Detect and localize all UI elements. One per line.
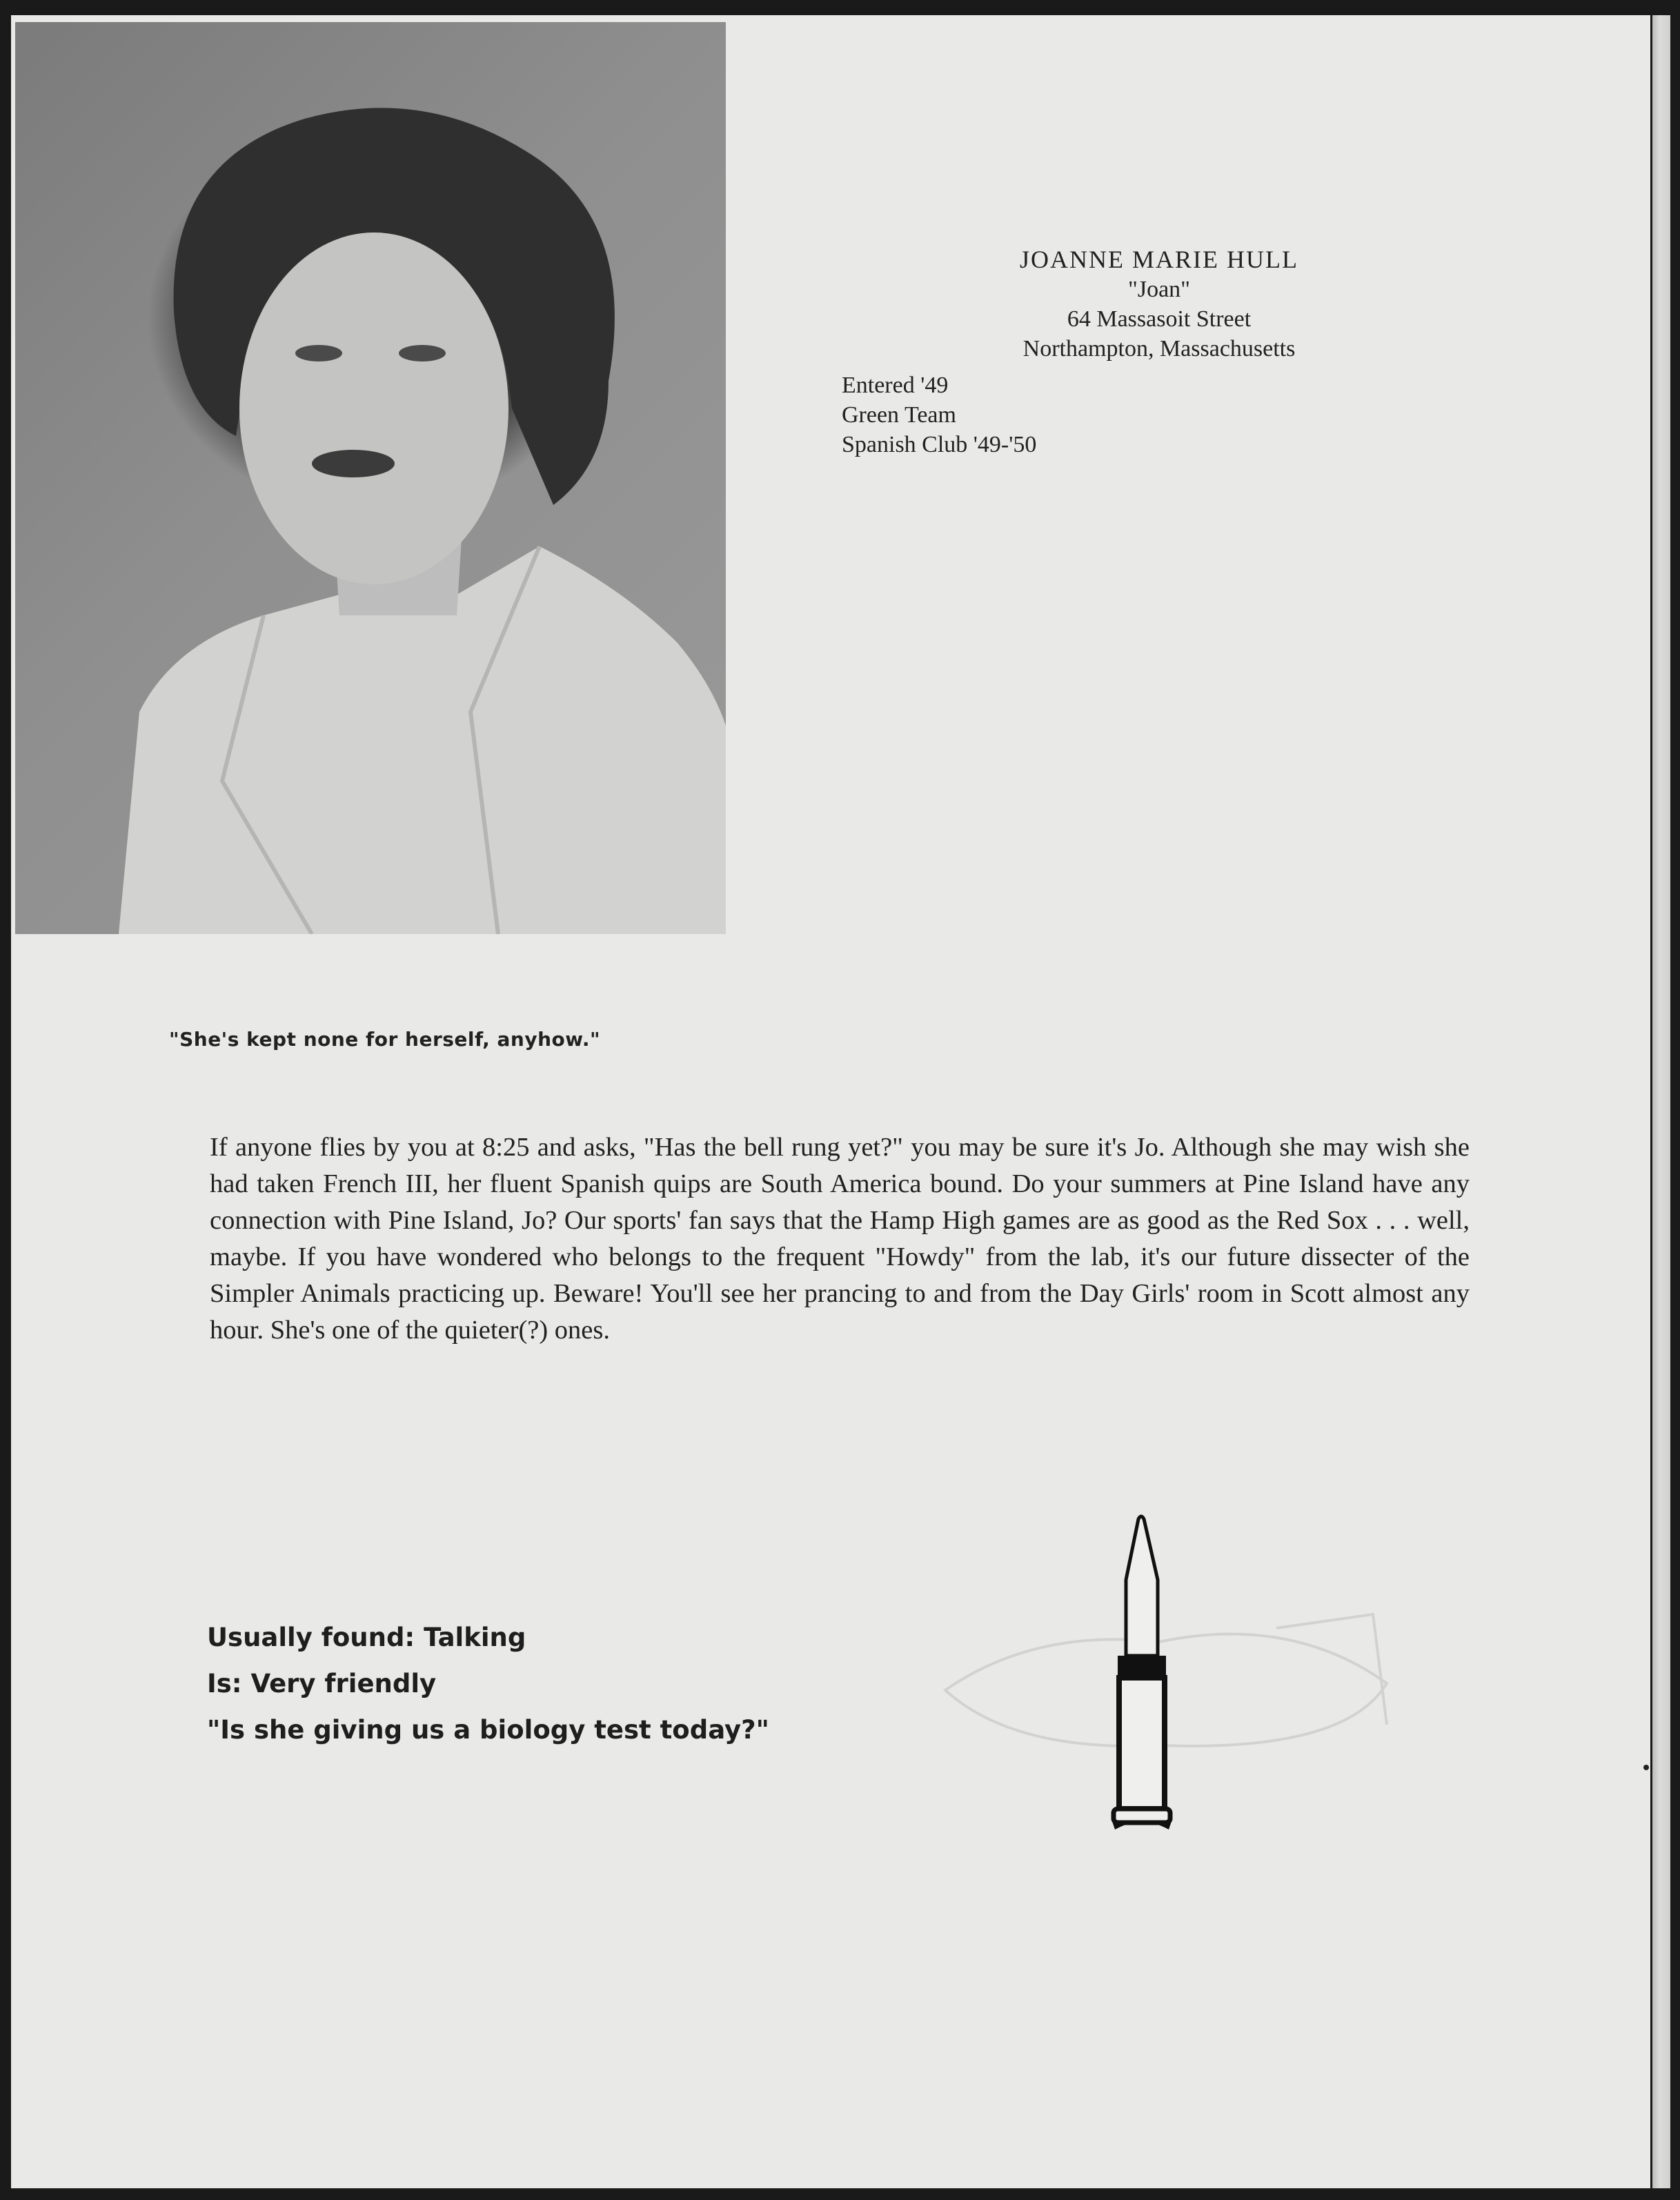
activities-list bbox=[842, 370, 1036, 459]
student-info bbox=[952, 245, 1366, 364]
margin-dot bbox=[1643, 1765, 1649, 1770]
student-city: Northampton, Massachusetts bbox=[1022, 336, 1296, 361]
portrait-photo bbox=[15, 22, 726, 934]
lipstick-icon bbox=[1097, 1511, 1187, 1856]
page-edge bbox=[1652, 15, 1670, 2188]
caption-quote: "She's kept none for herself, anyhow." bbox=[169, 1028, 601, 1051]
is-line: Is: Very friendly bbox=[207, 1669, 437, 1698]
student-nickname: "Joan" bbox=[1127, 277, 1191, 302]
activity-item: Green Team bbox=[842, 402, 956, 428]
traits-list bbox=[207, 1614, 769, 1753]
biography-paragraph: If anyone flies by you at 8:25 and asks, "Has the bell rung yet?" you may be sure it's Jo. Although she may wish she had taken French III, her fluent Spanish quips are South America bound. Do your summers at Pine Island have any connection with Pine Island, Jo? Our sports' fan says that the Hamp High games are as good as the Red Sox . . . well, maybe. If you have wondered who belongs to the frequent "Howdy" from the lab, it's our future dissecter of the Simpler Animals practicing up. Beware! You'll see her prancing to and from the Day Girls' room in Scott almost any hour. She's one of the quieter(?) ones. bbox=[210, 1133, 1470, 1345]
activity-item: Entered '49 bbox=[842, 373, 949, 398]
activity-item: Spanish Club '49-'50 bbox=[842, 432, 1037, 457]
student-name: JOANNE MARIE HULL bbox=[1020, 246, 1298, 273]
student-street: 64 Massasoit Street bbox=[1067, 306, 1252, 332]
saying-line: "Is she giving us a biology test today?" bbox=[207, 1715, 769, 1745]
usually-found-line: Usually found: Talking bbox=[207, 1623, 526, 1652]
